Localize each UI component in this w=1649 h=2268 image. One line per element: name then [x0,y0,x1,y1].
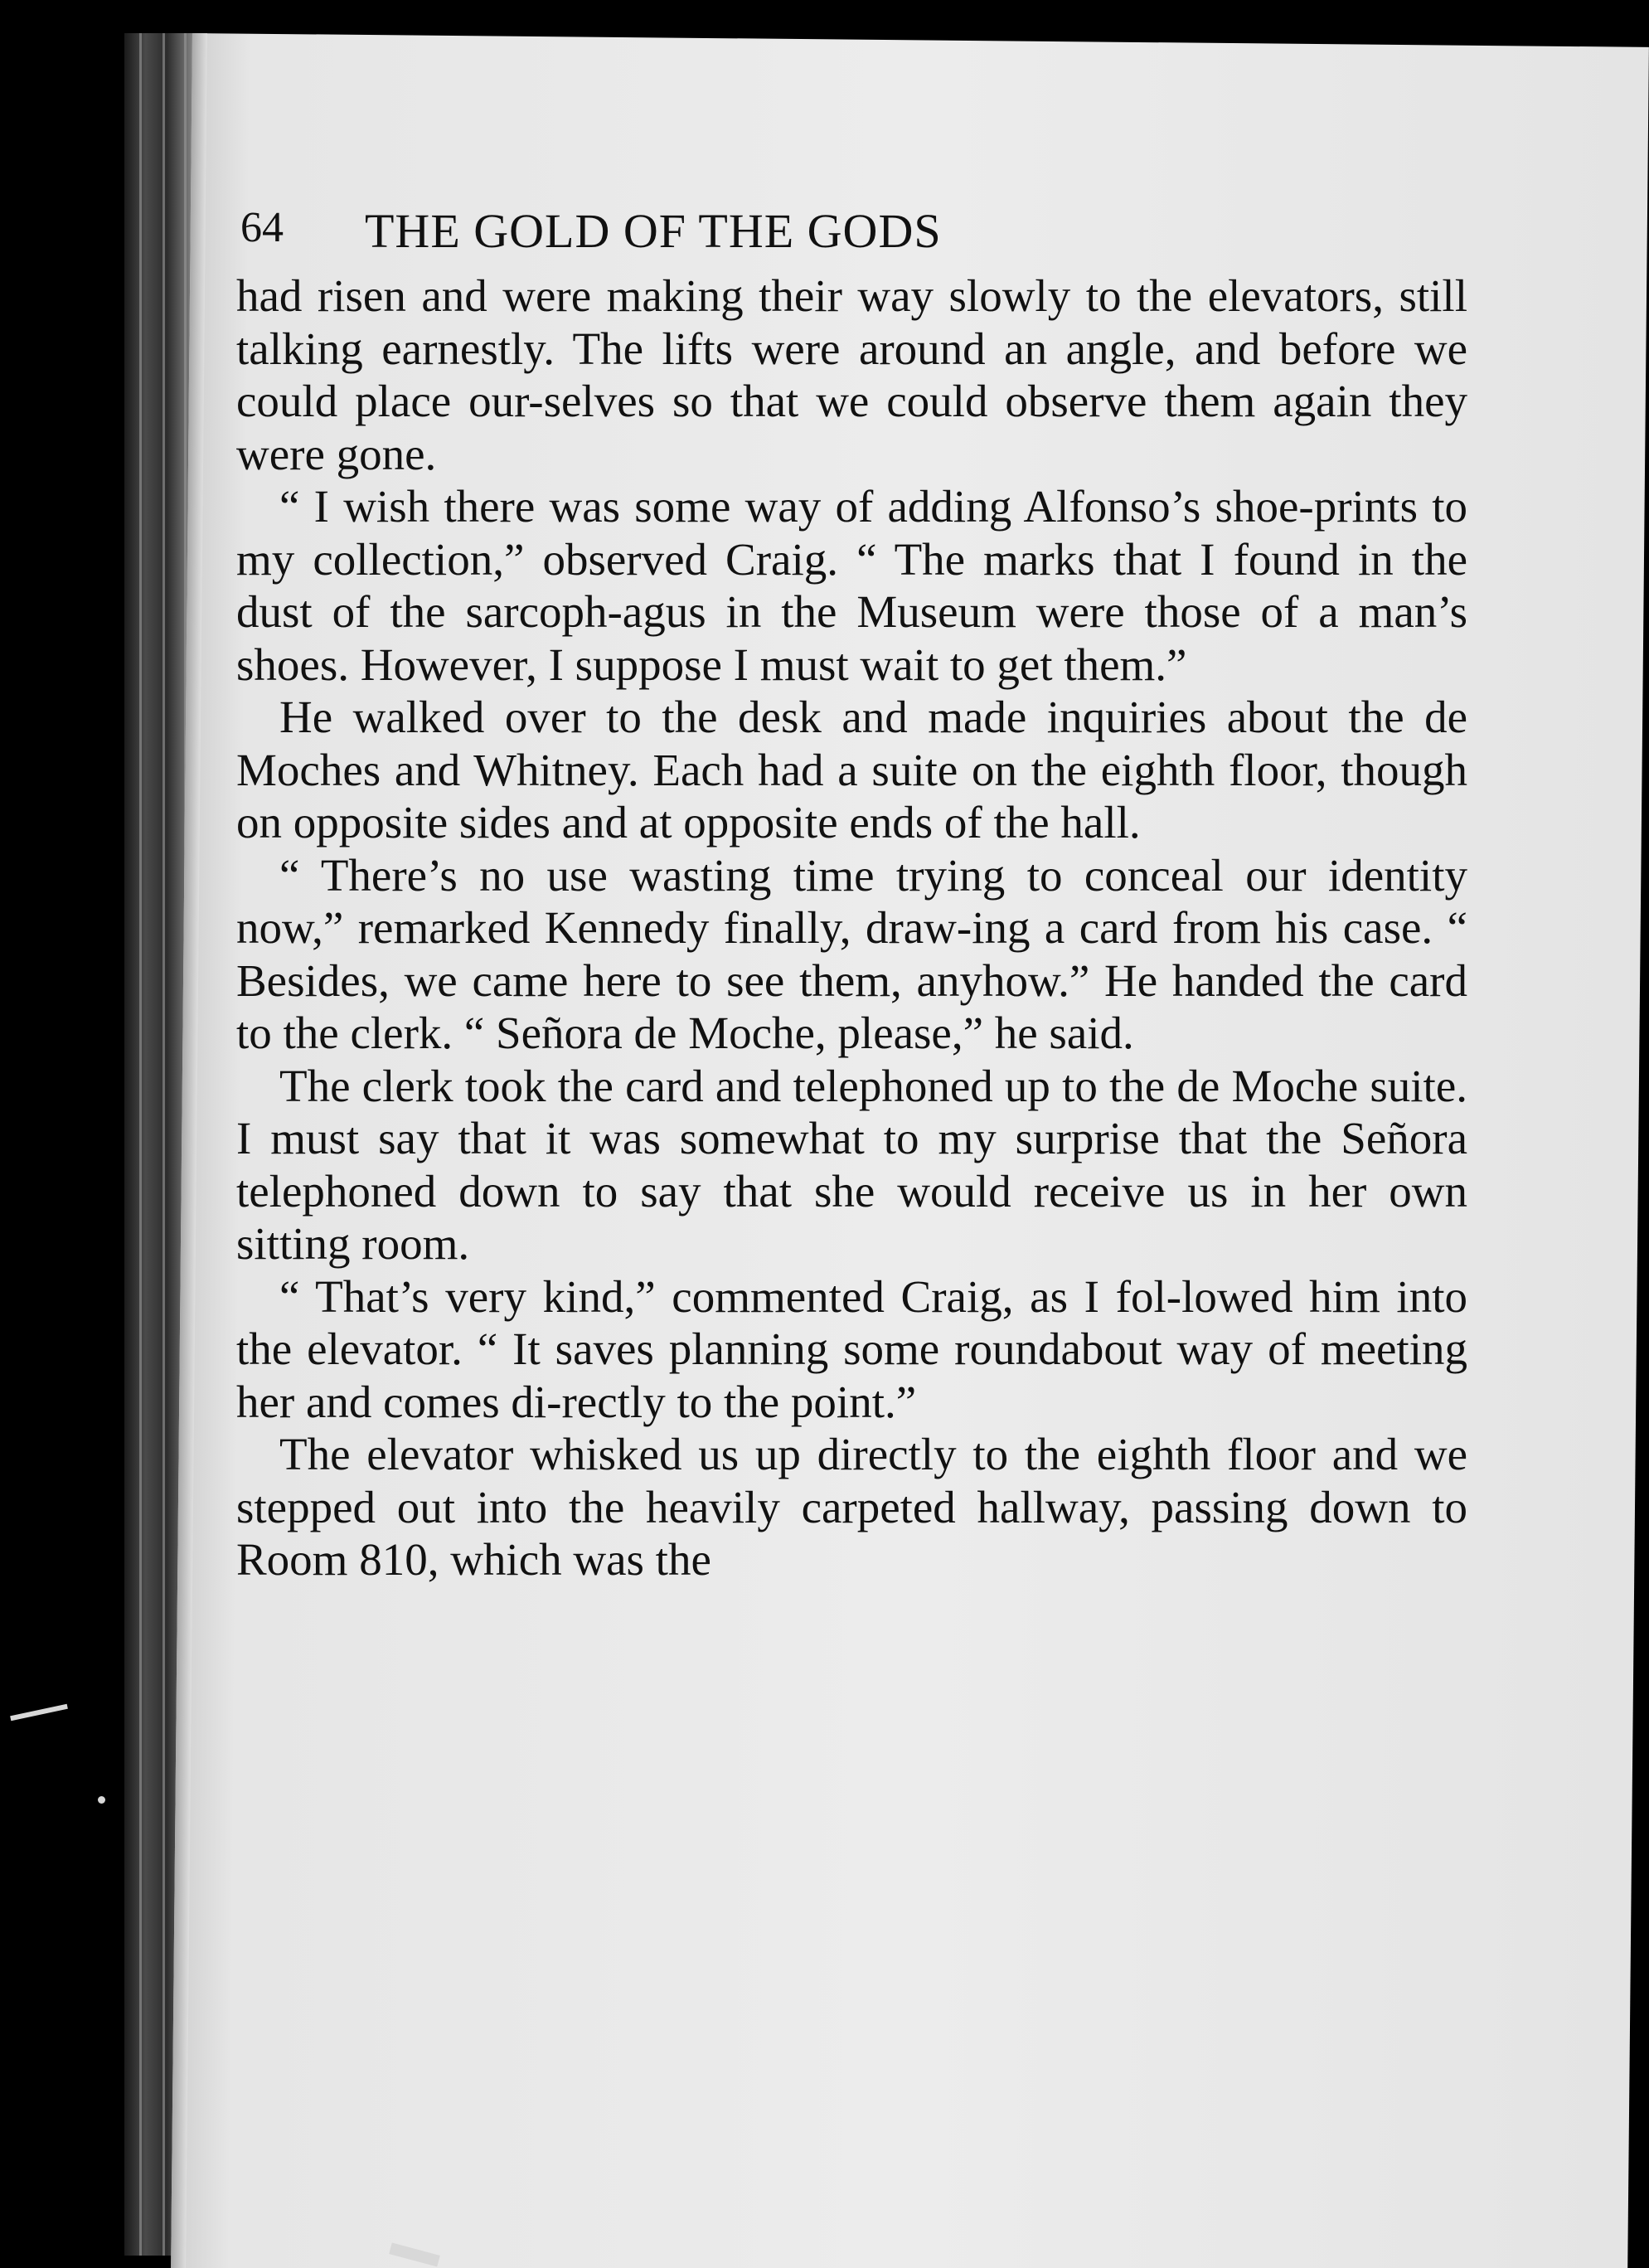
paragraph: “ That’s very kind,” commented Craig, as I fol-lowed him into the elevator. “ It saves planning some roundabout way of meeting her and comes di-rectly to the point.” [236,1270,1467,1427]
paragraph: had risen and were making their way slowly to the elevators, still talking earnestly. The lifts were around an angle, and before we could place our-selves so that we could observe them again they were gone. [236,270,1467,479]
scan-speck [10,1704,68,1721]
page-number: 64 [240,204,284,251]
body-text [236,270,1467,1586]
running-title: THE GOLD OF THE GODS [365,204,942,258]
running-header [240,187,1401,270]
spine-line [139,33,142,2256]
paragraph: “ There’s no use wasting time trying to conceal our identity now,” remarked Kennedy finally, draw-ing a card from his case. “ Besides, we came here to see them, anyhow.” He handed the card to the clerk. “ Señora de Moche, please,” he said. [236,849,1467,1058]
scan-speck [98,1796,105,1804]
paragraph: The clerk took the card and telephoned up to the de Moche suite. I must say that it was somewhat to my surprise that the Señora telephoned down to say that she would receive us in her own sitting room. [236,1060,1467,1269]
paragraph: The elevator whisked us up directly to the eighth floor and we stepped out into the heavily carpeted hallway, passing down to Room 810, which was the [236,1429,1467,1585]
spine-line [162,33,165,2256]
paragraph: He walked over to the desk and made inquiries about the de Moches and Whitney. Each had a suite on the eighth floor, though on opposite sides and at opposite ends of the hall. [236,692,1467,847]
paragraph: “ I wish there was some way of adding Alfonso’s shoe-prints to my collection,” observed Craig. “ The marks that I found in the dust of the sarcoph-agus in the Museum were those of a man’s shoes. However, I suppose I must wait to get them.” [236,481,1467,690]
